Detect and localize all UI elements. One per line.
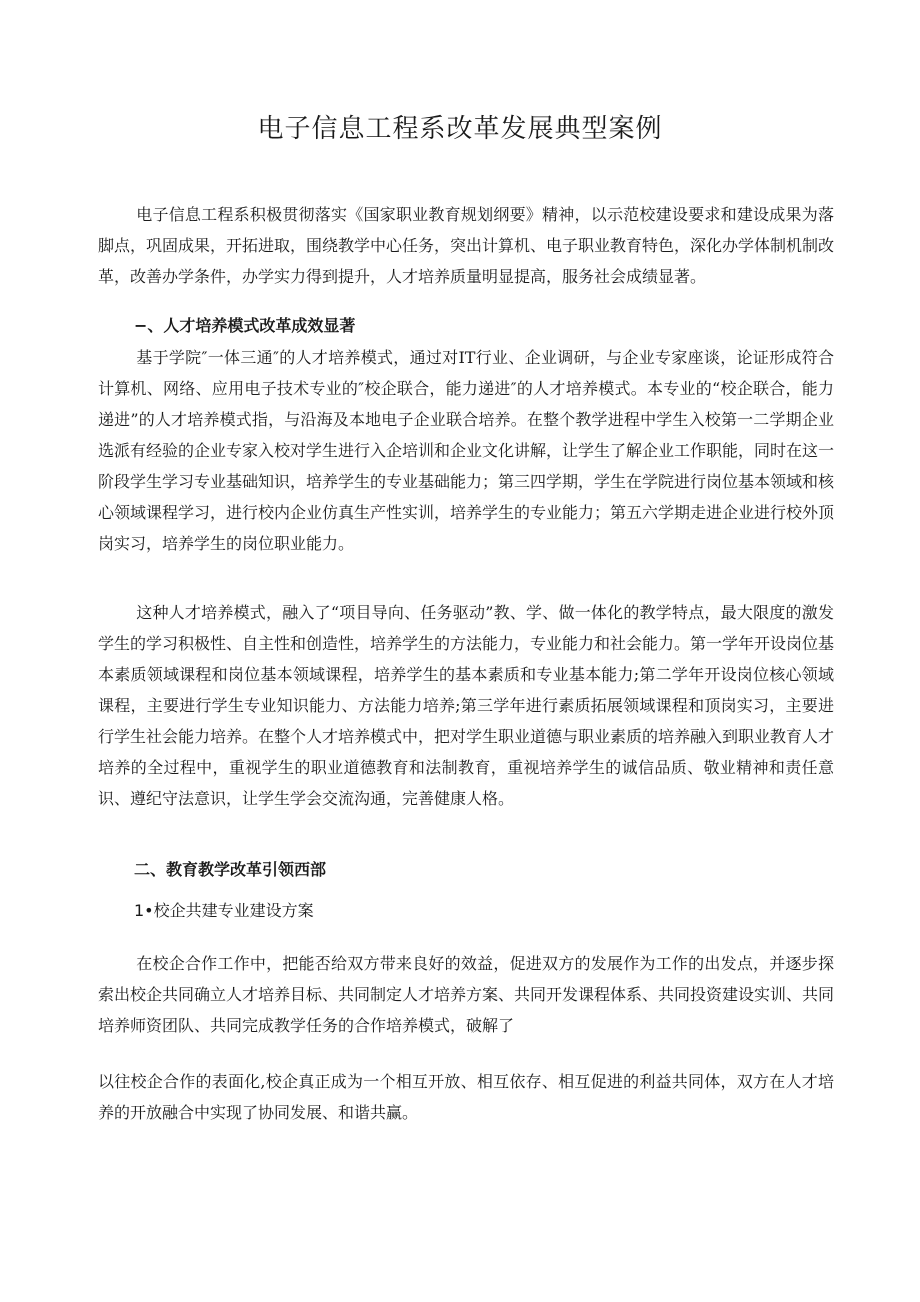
section-1-paragraph-2-text: 这种人才培养模式，融入了“项目导向、任务驱动”教、学、做一体化的教学特点，最大限度的激发学生的学习积极性、自主性和创造性，培养学生的方法能力，专业能力和社会能力。第一学年开设岗位基本素质领域课程和岗位基本领域课程，培养学生的基本素质和专业基本能力;第二学年开设岗位核心领域课程，主要进行学生专业知识能力、方法能力培养;第三学年进行素质拓展领域课程和顶岗实习，主要进行学生社会能力培养。在整个人才培养模式中，把对学生职业道德与职业素质的培养融入到职业教育人才培养的全过程中，重视学生的职业道德教育和法制教育，重视培养学生的诚信品质、敬业精神和责任意识、遵纪守法意识，让学生学会交流沟通，完善健康人格。 [98,603,835,808]
section-2-paragraph-2: 以往校企合作的表面化,校企真正成为一个相互开放、相互依存、相互促进的利益共同体，双方在人才培养的开放融合中实现了协同发展、和谐共赢。 [98,1072,834,1122]
section-2-paragraph-1 [98,948,834,1041]
section-2-paragraph-1-text: 在校企合作工作中，把能否给双方带来良好的效益，促进双方的发展作为工作的出发点，并逐步探索出校企共同确立人才培养目标、共同制定人才培养方案、共同开发课程体系、共同投资建设实训、共同培养师资团队、共同完成教学任务的合作培养模式，破解了 [98,954,835,1035]
section-2-subheading: 1•校企共建专业建设方案 [134,901,314,920]
section-1-paragraph-1 [98,342,834,559]
section-1-heading: −、人才培养模式改革成效显著 [134,316,356,335]
intro-text: 电子信息工程系积极贯彻落实《国家职业教育规划纲要》精神，以示范校建设要求和建设成果为落脚点，巩固成果，开拓进取，围绕教学中心任务，突出计算机、电子职业教育特色，深化办学体制机制改革，改善办学条件，办学实力得到提升，人才培养质量明显提高，服务社会成绩显著。 [98,205,835,286]
intro-paragraph [98,199,834,292]
section-1-paragraph-2 [98,597,834,814]
section-2-heading: 二、教育教学改革引领西部 [134,860,327,879]
section-1-paragraph-1-text: 基于学院″一体三通″的人才培养模式，通过对IT行业、企业调研，与企业专家座谈，论证形成符合计算机、网络、应用电子技术专业的″校企联合，能力递进″的人才培养模式。本专业的“校企联合，能力递进”的人才培养模式指，与沿海及本地电子企业联合培养。在整个教学进程中学生入校第一二学期企业选派有经验的企业专家入校对学生进行入企培训和企业文化讲解，让学生了解企业工作职能，同时在这一阶段学生学习专业基础知识，培养学生的专业基础能力；第三四学期，学生在学院进行岗位基本领域和核心领域课程学习，进行校内企业仿真生产性实训，培养学生的专业能力；第五六学期走进企业进行校外顶岗实习，培养学生的岗位职业能力。 [98,348,835,553]
document-title: 电子信息工程系改革发展典型案例 [257,114,663,144]
